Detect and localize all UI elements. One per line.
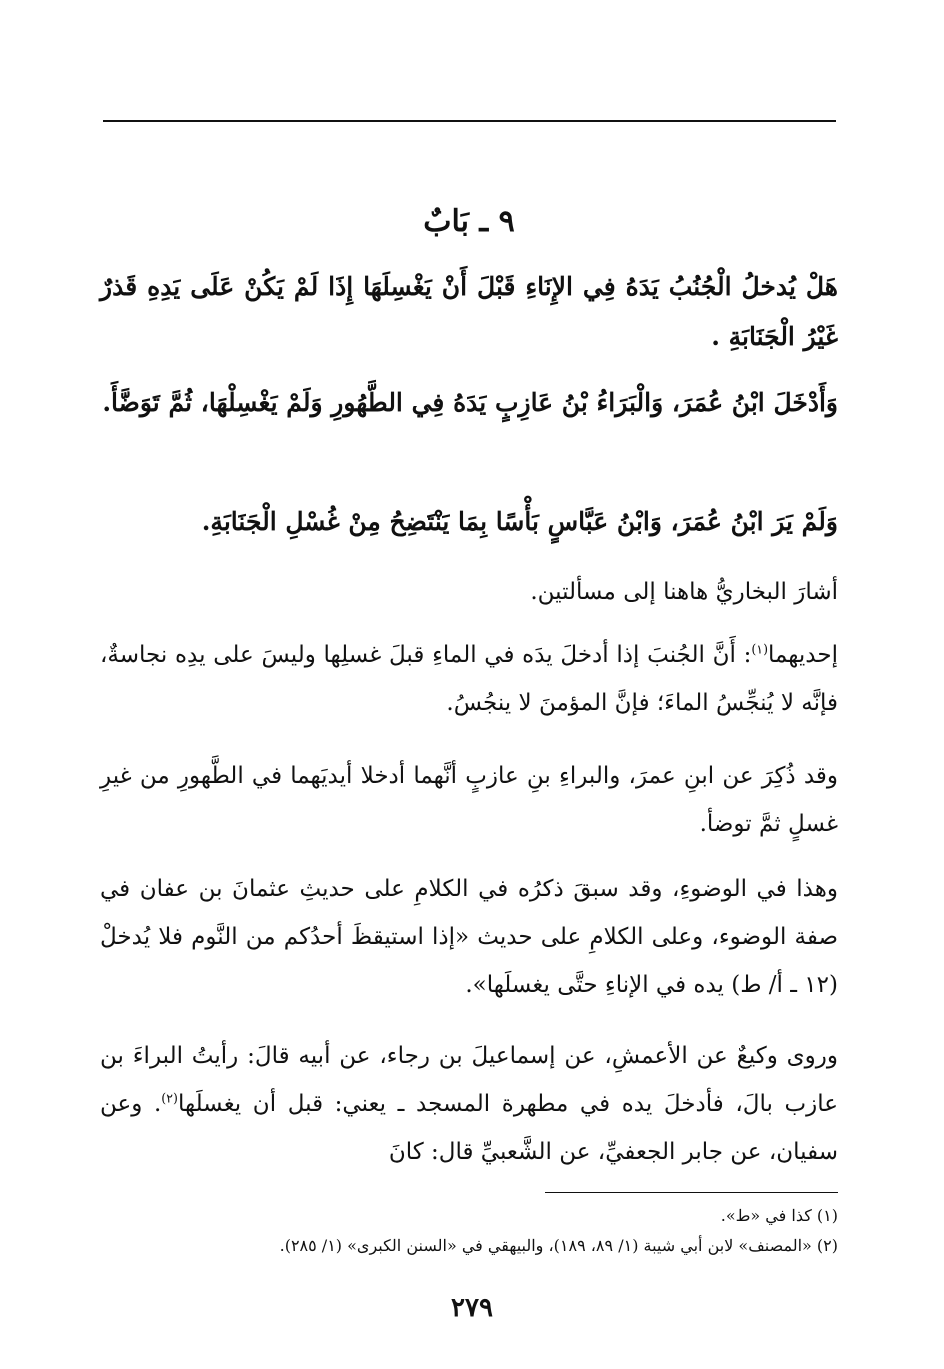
waki-text: وروى وكيعٌ عن الأعمشِ، عن إسماعيلَ بن رجاء، عن أبيه قالَ: رأيتُ البراءَ بن عازب بالَ، فأدخلَ يده في مطهرة المسجد ـ يعني: قبل أن يغسلَها [100,1043,839,1117]
footnote-1: (١) كذا في «ط». [720,1206,838,1225]
narration-block-1 [100,378,838,428]
first-issue-lead: إحديهما [768,642,838,668]
waki-block [100,1032,838,1176]
footnotes [100,1201,838,1261]
top-rule [103,120,836,122]
narration-block-2 [100,497,838,547]
page-number: ٢٧٩ [451,1293,493,1323]
waki-continuation: . وعن سفيان، عن جابر الجعفيِّ، عن الشَّعبيِّ قال: كانَ [100,1091,838,1165]
first-issue-text: : أَنَّ الجُنبَ إذا أدخلَ يدَه في الماءِ قبلَ غسلِها وليسَ على يدِه نجاسةٌ، فإنَّه لا يُنجِّسُ الماءَ؛ فإنَّ المؤمنَ لا ينجُسُ. [100,642,838,716]
commentary-intro: أشارَ البخاريُّ هاهنا إلى مسألتين. [530,579,838,605]
footnote-separator [545,1192,838,1193]
footnote-ref-1: (١) [751,641,768,657]
waki-paragraph [100,1032,838,1176]
chapter-heading: ٩ ـ بَابٌ [423,204,515,239]
first-issue-paragraph [100,631,838,727]
footnote-ref-2: (٢) [161,1090,178,1106]
wudu-paragraph: وهذا في الوضوءِ، وقد سبقَ ذكرُه في الكلامِ على حديثِ عثمانَ بن عفان في صفة الوضوء، وعلى الكلامِ على حديث «إذا استيقظَ أحدُكم من النَّوم فلا يُدخلْ (١٢ ـ أ/ ط) يده في الإناءِ حتَّى يغسلَها». [100,876,838,998]
narration-ibn-umar-bara: وَأَدْخَلَ ابْنُ عُمَرَ، وَالْبَرَاءُ بْنُ عَازِبٍ يَدَهُ فِي الطَّهُورِ وَلَمْ يَغْسِلْهَا، ثُمَّ تَوَضَّأَ. [102,388,838,417]
footnote-2: (٢) «المصنف» لابن أبي شيبة (١/ ٨٩، ١٨٩)، والبيهقي في «السنن الكبرى» (١/ ٢٨٥). [279,1236,838,1255]
wudu-block [100,865,838,1009]
mention-paragraph: وقد ذُكِرَ عن ابنِ عمرَ، والبراءِ بنِ عازبٍ أنَّهما أدخلا أيديَهما في الطَّهورِ من غيرِ غسلٍ ثمَّ توضأ. [100,763,838,837]
mention-block [100,752,838,848]
commentary-intro-block [100,568,838,616]
chapter-title-block [100,262,838,362]
chapter-title: هَلْ يُدخلُ الْجُنُبُ يَدَهُ فِي الإِنَاءِ قَبْلَ أَنْ يَغْسِلَهَا إِذَا لَمْ يَكُنْ عَلَى يَدِهِ قَذرٌ غَيْرُ الْجَنَابَةِ . [100,272,838,351]
narration-ibn-abbas: وَلَمْ يَرَ ابْنُ عُمَرَ، وَابْنُ عَبَّاسٍ بَأْسًا بِمَا يَنْتَضِحُ مِنْ غُسْلِ الْجَنَابَةِ. [201,507,838,536]
first-issue-block [100,631,838,727]
